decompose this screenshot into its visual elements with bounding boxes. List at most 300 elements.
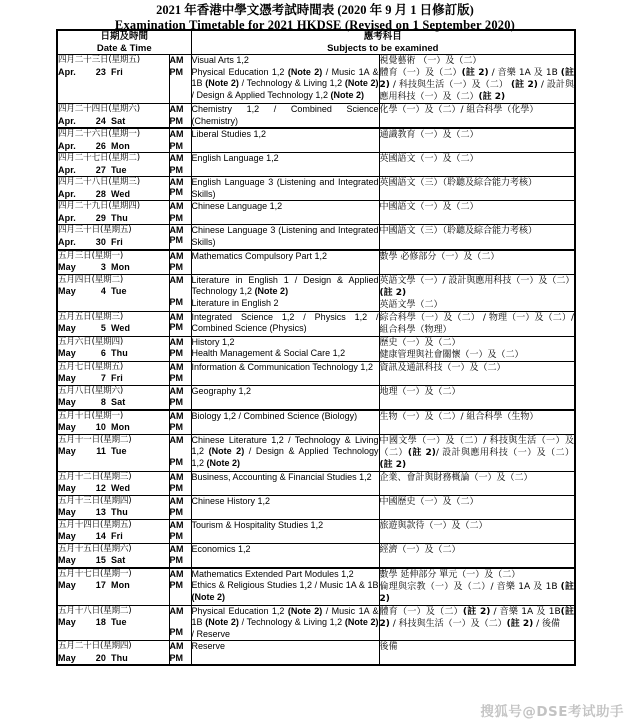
- date-weekday: Mon: [111, 422, 130, 433]
- date-cell: [57, 434, 169, 471]
- date-month: May: [58, 286, 76, 297]
- date-weekday: Thu: [111, 348, 128, 359]
- date-cell: [57, 641, 169, 666]
- table-row: [57, 471, 575, 495]
- table-row: [57, 543, 575, 568]
- subject-line: Chinese Literature 1,2 / Technology & Living 1,2 (Note 2) / Design & Applied Technology 1,2 (Note 2): [191, 434, 379, 468]
- subject-cell-english: [191, 274, 379, 311]
- subject-cell-chinese: [379, 410, 575, 435]
- table-body: [57, 55, 575, 666]
- session-cell: [169, 543, 191, 568]
- session-am: AM: [169, 495, 184, 506]
- session-am: AM: [169, 55, 184, 65]
- date-month: May: [58, 507, 76, 518]
- session-am: AM: [169, 410, 184, 421]
- header-row: [57, 30, 575, 55]
- session-cell: [169, 410, 191, 435]
- date-day: 7: [100, 373, 106, 384]
- date-english: [58, 165, 169, 177]
- date-cell: [57, 128, 169, 153]
- session-pm: PM: [169, 422, 183, 433]
- session-am: AM: [169, 311, 184, 322]
- subject-cell-english: [191, 250, 379, 275]
- date-chinese: 五月十八日(星期二): [58, 605, 132, 616]
- date-month: Apr.: [58, 212, 76, 223]
- subject-cell-chinese: [379, 361, 575, 385]
- session-am: AM: [169, 641, 184, 652]
- date-chinese: 五月十七日(星期一): [58, 568, 132, 579]
- date-cell: [57, 605, 169, 641]
- date-english: [58, 67, 169, 79]
- date-month: May: [58, 531, 76, 542]
- date-day: 18: [95, 617, 106, 628]
- subject-line: English Language 1,2: [191, 153, 279, 164]
- subject-line: Visual Arts 1,2: [191, 55, 249, 65]
- date-day: 23: [95, 66, 106, 77]
- subject-cell-english: [191, 385, 379, 410]
- date-chinese: 五月四日(星期二): [58, 274, 124, 285]
- session-am: AM: [169, 361, 184, 372]
- subject-line: History 1,2: [191, 336, 235, 347]
- subject-cell-chinese: [379, 519, 575, 543]
- date-english: [58, 323, 169, 335]
- date-cell: [57, 543, 169, 568]
- subject-cell-english: [191, 225, 379, 250]
- date-weekday: Sat: [111, 397, 126, 408]
- date-weekday: Tue: [111, 286, 127, 297]
- date-day: 26: [95, 140, 106, 151]
- subject-line: Information & Communication Technology 1,2: [191, 361, 373, 372]
- subject-line: Business, Accounting & Financial Studies 1,2: [191, 471, 372, 482]
- session-pm: PM: [169, 531, 183, 542]
- date-weekday: Thu: [111, 507, 128, 518]
- date-month: May: [58, 652, 76, 663]
- date-english: [58, 141, 169, 153]
- subject-line: Health Management & Social Care 1,2: [191, 348, 346, 359]
- subject-cell-english: [191, 177, 379, 201]
- subject-cell-chinese: [379, 336, 575, 361]
- subject-cell-chinese: [379, 543, 575, 568]
- subject-line: Tourism & Hospitality Studies 1,2: [191, 519, 324, 530]
- date-english: [58, 348, 169, 360]
- header-date-time-en: Date & Time: [96, 42, 152, 54]
- date-day: 6: [100, 348, 106, 359]
- subject-line: Reserve: [191, 641, 226, 652]
- header-date-time: [57, 30, 191, 55]
- subject-line-chinese: 英語文學（二）: [379, 299, 443, 310]
- session-am: AM: [169, 336, 184, 347]
- date-english: [58, 531, 169, 543]
- date-cell: [57, 495, 169, 519]
- subject-cell-chinese: [379, 104, 575, 129]
- subject-line-chinese: 中國語文（三）（聆聽及綜合能力考核）: [379, 226, 538, 237]
- title-chinese: 2021 年香港中學文憑考試時間表 (2020 年 9 月 1 日修訂版): [156, 3, 474, 17]
- table-row: [57, 605, 575, 641]
- date-day: 24: [95, 115, 106, 126]
- subject-cell-english: [191, 605, 379, 641]
- date-english: [58, 617, 169, 629]
- date-cell: [57, 471, 169, 495]
- session-am: AM: [169, 177, 184, 188]
- subject-cell-english: [191, 543, 379, 568]
- date-weekday: Thu: [111, 212, 128, 223]
- date-chinese: 四月二十七日(星期二): [58, 153, 140, 164]
- date-cell: [57, 568, 169, 606]
- subject-cell-english: [191, 201, 379, 225]
- subject-line-chinese: 體育（一）及（二）(註 2) / 音樂 1A 及 1B(註 2) / 科技與生活（一）及（二）(註 2) / 後備: [379, 606, 575, 629]
- date-weekday: Fri: [111, 373, 123, 384]
- date-month: May: [58, 373, 76, 384]
- date-day: 28: [95, 188, 106, 199]
- subject-cell-english: [191, 471, 379, 495]
- session-cell: [169, 519, 191, 543]
- table-row: [57, 519, 575, 543]
- date-chinese: 五月十五日(星期六): [58, 543, 132, 554]
- date-month: May: [58, 555, 76, 566]
- date-chinese: 四月三十日(星期五): [58, 225, 132, 236]
- session-pm: PM: [169, 262, 183, 273]
- subject-cell-english: [191, 641, 379, 666]
- session-cell: [169, 201, 191, 225]
- date-weekday: Tue: [111, 164, 127, 175]
- session-pm: PM: [169, 186, 183, 197]
- subject-line: Economics 1,2: [191, 543, 251, 554]
- date-english: [58, 446, 169, 458]
- subject-line: Chinese Language 1,2: [191, 201, 283, 212]
- session-pm: PM: [169, 483, 183, 494]
- subject-line-chinese: 體育（一）及（二）(註 2) / 音樂 1A 及 1B (註 2) / 科技與生活（一）及（二） (註 2) / 設計與應用科技（一）及（二）(註 2): [379, 68, 575, 102]
- subject-cell-chinese: [379, 201, 575, 225]
- subject-cell-chinese: [379, 55, 575, 104]
- session-pm: PM: [169, 66, 183, 77]
- date-month: May: [58, 580, 76, 591]
- date-english: [58, 237, 169, 249]
- session-pm: PM: [169, 580, 183, 591]
- subject-cell-english: [191, 361, 379, 385]
- date-cell: [57, 225, 169, 250]
- session-pm: PM: [169, 322, 183, 333]
- date-day: 4: [100, 286, 106, 297]
- subject-cell-chinese: [379, 311, 575, 336]
- date-weekday: Mon: [111, 140, 130, 151]
- subject-cell-chinese: [379, 471, 575, 495]
- session-pm: PM: [169, 457, 183, 468]
- date-weekday: Sat: [111, 555, 126, 566]
- date-month: May: [58, 446, 76, 457]
- table-row: [57, 495, 575, 519]
- session-am: AM: [169, 250, 184, 261]
- date-month: May: [58, 483, 76, 494]
- session-am: AM: [169, 471, 184, 482]
- session-pm: PM: [169, 397, 183, 408]
- subject-line: Physical Education 1,2 (Note 2) / Music 1A & 1B (Note 2) / Technology & Living 1,2 (Note 2) / Reserve: [191, 605, 379, 639]
- date-cell: [57, 410, 169, 435]
- session-cell: [169, 336, 191, 361]
- session-am: AM: [169, 434, 184, 445]
- table-row: [57, 55, 575, 104]
- session-cell: [169, 361, 191, 385]
- date-chinese: 四月二十八日(星期三): [58, 177, 140, 188]
- session-am: AM: [169, 129, 184, 140]
- date-day: 27: [95, 164, 106, 175]
- watermark: 搜狐号@DSE考试助手: [480, 704, 624, 720]
- session-cell: [169, 385, 191, 410]
- date-english: [58, 262, 169, 274]
- date-month: Apr.: [58, 140, 76, 151]
- session-pm: PM: [169, 212, 183, 223]
- date-cell: [57, 177, 169, 201]
- subject-cell-english: [191, 104, 379, 129]
- subject-line-chinese: 健康管理與社會關懷（一）及（二）: [379, 349, 524, 360]
- date-cell: [57, 274, 169, 311]
- subject-line: Mathematics Compulsory Part 1,2: [191, 250, 328, 261]
- date-weekday: Tue: [111, 617, 127, 628]
- table-row: [57, 225, 575, 250]
- date-cell: [57, 250, 169, 275]
- date-day: 15: [95, 555, 106, 566]
- date-month: Apr.: [58, 164, 76, 175]
- table-row: [57, 201, 575, 225]
- table-row: [57, 361, 575, 385]
- subject-line: Chemistry 1,2 / Combined Science (Chemistry): [191, 104, 379, 126]
- session-pm: PM: [169, 555, 183, 566]
- session-am: AM: [169, 605, 184, 616]
- date-chinese: 五月三日(星期一): [58, 250, 124, 261]
- session-am: AM: [169, 519, 184, 530]
- subject-line-chinese: 中國歷史（一）及（二）: [379, 496, 479, 507]
- subject-cell-chinese: [379, 250, 575, 275]
- table-row: [57, 410, 575, 435]
- subject-line-chinese: 通識教育（一）及（二）: [379, 130, 479, 141]
- session-pm: PM: [169, 373, 183, 384]
- date-day: 29: [95, 212, 106, 223]
- session-am: AM: [169, 568, 184, 579]
- date-day: 17: [95, 580, 106, 591]
- date-chinese: 五月二十日(星期四): [58, 641, 132, 652]
- date-english: [58, 422, 169, 434]
- subject-line-chinese: 倫理與宗教（一）及（二）/ 音樂 1A 及 1B (註 2): [379, 581, 575, 604]
- date-month: May: [58, 397, 76, 408]
- date-month: Apr.: [58, 236, 76, 247]
- date-cell: [57, 104, 169, 129]
- session-cell: [169, 153, 191, 177]
- subject-line: Literature in English 1 / Design & Applied Technology 1,2 (Note 2): [191, 274, 379, 297]
- date-month: Apr.: [58, 188, 76, 199]
- session-cell: [169, 641, 191, 666]
- subject-cell-english: [191, 434, 379, 471]
- table-row: [57, 250, 575, 275]
- session-pm: PM: [169, 652, 183, 663]
- header-date-time-zh: 日期及時間: [100, 31, 149, 42]
- session-pm: PM: [169, 115, 183, 126]
- title-english: Examination Timetable for 2021 HKDSE (Revised on 1 September 2020): [114, 18, 516, 32]
- date-weekday: Tue: [111, 446, 127, 457]
- date-english: [58, 397, 169, 409]
- subject-line-chinese: 生物（一）及（二）/ 組合科學（生物）: [379, 411, 539, 422]
- subject-line-chinese: 英國語文（三）（聆聽及綜合能力考核）: [379, 178, 538, 189]
- subject-cell-english: [191, 410, 379, 435]
- session-cell: [169, 311, 191, 336]
- session-cell: [169, 104, 191, 129]
- subject-line: English Language 3 (Listening and Integrated Skills): [191, 177, 379, 199]
- date-weekday: Wed: [111, 188, 131, 199]
- subject-line: Geography 1,2: [191, 385, 252, 396]
- date-english: [58, 483, 169, 495]
- subject-cell-chinese: [379, 153, 575, 177]
- date-day: 30: [95, 236, 106, 247]
- session-am: AM: [169, 201, 184, 212]
- subject-cell-chinese: [379, 568, 575, 606]
- date-chinese: 五月十四日(星期五): [58, 519, 132, 530]
- session-cell: [169, 128, 191, 153]
- date-weekday: Mon: [111, 262, 130, 273]
- session-cell: [169, 605, 191, 641]
- subject-line-chinese: 中國文學（一）及（二）/ 科技與生活（一）及（二）(註 2)/ 設計與應用科技（一）及（二）(註 2): [379, 435, 575, 470]
- subject-line-chinese: 地理（一）及（二）: [379, 386, 461, 397]
- subject-cell-english: [191, 55, 379, 104]
- subject-line-chinese: 數學 必修部分（一）及（二）: [379, 251, 500, 262]
- session-pm: PM: [169, 140, 183, 151]
- date-day: 13: [95, 507, 106, 518]
- table-row: [57, 568, 575, 606]
- date-english: [58, 653, 169, 665]
- date-weekday: Fri: [111, 66, 123, 77]
- date-chinese: 五月十日(星期一): [58, 410, 124, 421]
- date-month: Apr.: [58, 115, 76, 126]
- subject-cell-chinese: [379, 177, 575, 201]
- session-am: AM: [169, 274, 184, 285]
- session-cell: [169, 250, 191, 275]
- date-day: 12: [95, 483, 106, 494]
- session-am: AM: [169, 104, 184, 114]
- date-english: [58, 555, 169, 567]
- session-cell: [169, 434, 191, 471]
- subject-line-chinese: 中國語文（一）及（二）: [379, 202, 479, 213]
- subject-line: Literature in English 2: [191, 297, 279, 308]
- header-subjects: [191, 30, 575, 55]
- subject-line-chinese: 企業、會計與財務概論（一）及（二）: [379, 472, 533, 483]
- table-header: [57, 30, 575, 55]
- date-english: [58, 213, 169, 225]
- table-row: [57, 128, 575, 153]
- subject-cell-chinese: [379, 641, 575, 666]
- table-row: [57, 385, 575, 410]
- subject-cell-english: [191, 519, 379, 543]
- subject-line-chinese: 經濟（一）及（二）: [379, 544, 461, 555]
- subject-cell-chinese: [379, 605, 575, 641]
- date-english: [58, 373, 169, 385]
- subject-line: Liberal Studies 1,2: [191, 129, 267, 140]
- date-weekday: Mon: [111, 580, 130, 591]
- table-row: [57, 274, 575, 311]
- date-day: 3: [100, 262, 106, 273]
- table-row: [57, 641, 575, 666]
- subject-line-chinese: 資訊及通訊科技（一）及（二）: [379, 362, 506, 373]
- date-english: [58, 286, 169, 298]
- date-day: 5: [100, 323, 106, 334]
- subject-line-chinese: 綜合科學（一）及（二） / 物理（一）及（二）/ 組合科學（物理）: [379, 312, 575, 335]
- subject-line: Mathematics Extended Part Modules 1,2: [191, 568, 354, 579]
- subject-line-chinese: 化學（一）及（二）/ 組合科學（化學）: [379, 105, 539, 115]
- subject-line-chinese: 英國語文（一）及（二）: [379, 154, 479, 165]
- date-chinese: 五月七日(星期五): [58, 361, 124, 372]
- table-row: [57, 153, 575, 177]
- date-day: 10: [95, 422, 106, 433]
- date-weekday: Wed: [111, 323, 131, 334]
- table-row: [57, 311, 575, 336]
- date-weekday: Fri: [111, 236, 123, 247]
- date-day: 11: [96, 446, 106, 457]
- date-month: May: [58, 262, 76, 273]
- subject-line: Physical Education 1,2 (Note 2) / Music 1A & 1B (Note 2) / Technology & Living 1,2 (Note 2) / Design & Applied Technology 1,2 (Note 2): [191, 66, 379, 100]
- date-month: May: [58, 422, 76, 433]
- session-cell: [169, 568, 191, 606]
- subject-line-chinese: 歷史（一）及（二）: [379, 337, 461, 348]
- date-day: 8: [100, 397, 106, 408]
- date-month: May: [58, 323, 76, 334]
- date-chinese: 四月二十三日(星期五): [58, 55, 140, 65]
- session-cell: [169, 225, 191, 250]
- subject-cell-chinese: [379, 274, 575, 311]
- date-chinese: 五月十一日(星期二): [58, 434, 132, 445]
- subject-cell-chinese: [379, 434, 575, 471]
- table-row: [57, 104, 575, 129]
- date-weekday: Sat: [111, 115, 126, 126]
- date-chinese: 五月八日(星期六): [58, 385, 124, 396]
- subject-cell-english: [191, 153, 379, 177]
- header-subjects-zh: 應考科目: [363, 31, 402, 42]
- subject-cell-english: [191, 568, 379, 606]
- session-am: AM: [169, 543, 184, 554]
- subject-line: Biology 1,2 / Combined Science (Biology): [191, 410, 358, 421]
- date-chinese: 五月十二日(星期三): [58, 471, 132, 482]
- date-chinese: 四月二十九日(星期四): [58, 201, 140, 212]
- subject-line: Chinese History 1,2: [191, 495, 271, 506]
- subject-cell-english: [191, 336, 379, 361]
- subject-cell-chinese: [379, 385, 575, 410]
- session-cell: [169, 471, 191, 495]
- date-english: [58, 116, 169, 128]
- subject-cell-english: [191, 495, 379, 519]
- session-am: AM: [169, 385, 184, 396]
- table-row: [57, 336, 575, 361]
- date-cell: [57, 55, 169, 104]
- subject-cell-chinese: [379, 225, 575, 250]
- date-english: [58, 189, 169, 201]
- date-month: Apr.: [58, 66, 76, 77]
- subject-line-chinese: 英語文學（一）/ 設計與應用科技（一）及（二）(註 2): [379, 275, 575, 298]
- session-pm: PM: [169, 297, 183, 308]
- session-pm: PM: [169, 348, 183, 359]
- session-am: AM: [169, 225, 184, 236]
- subject-line-chinese: 旅遊與款待（一）及（二）: [379, 520, 488, 531]
- date-chinese: 四月二十四日(星期六): [58, 104, 140, 114]
- date-cell: [57, 361, 169, 385]
- session-am: AM: [169, 153, 184, 164]
- session-cell: [169, 177, 191, 201]
- exam-timetable: [56, 29, 576, 666]
- date-month: May: [58, 617, 76, 628]
- date-cell: [57, 336, 169, 361]
- session-cell: [169, 55, 191, 104]
- date-chinese: 五月六日(星期四): [58, 336, 124, 347]
- subject-cell-english: [191, 128, 379, 153]
- date-english: [58, 507, 169, 519]
- subject-line-chinese: 視覺藝術 （一）及（二）: [379, 56, 482, 66]
- session-pm: PM: [169, 235, 183, 246]
- date-cell: [57, 153, 169, 177]
- session-cell: [169, 495, 191, 519]
